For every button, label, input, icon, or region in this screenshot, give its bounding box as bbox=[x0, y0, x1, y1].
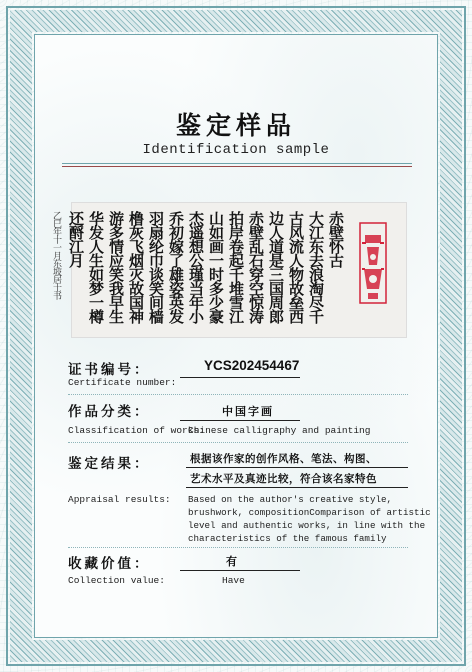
calligraphy-column: 乔初嫁了雄姿英发 bbox=[167, 211, 185, 323]
calligraphy-column: 拍岸卷起千堆雪江 bbox=[227, 211, 245, 323]
calligraphy-column: 华发人生如梦一樽 bbox=[87, 211, 105, 323]
appraisal-label: 鉴定结果： bbox=[68, 456, 151, 472]
appraisal-value-line2: 艺术水平及真迹比较，符合该名家特色 bbox=[190, 473, 377, 485]
calligraphy-column: 赤壁乱石穿空惊涛 bbox=[247, 211, 265, 323]
calligraphy-column: 橹灰飞烟灭故国神 bbox=[127, 211, 145, 323]
divider bbox=[68, 394, 408, 395]
calligraphy-column: 游多情应笑我早生 bbox=[107, 211, 125, 323]
calligraphy-signature: 乙巳年十一月东坡居士书 bbox=[51, 211, 61, 299]
certificate-number-label: 证书编号： bbox=[68, 362, 151, 378]
appraisal-value-en-line3: level and authentic works, in line with the bbox=[188, 520, 426, 531]
calligraphy-column: 山如画一时多少豪 bbox=[207, 211, 225, 323]
calligraphy-column: 还酹江月 bbox=[67, 211, 85, 267]
appraisal-underline bbox=[186, 467, 408, 468]
certificate-subtitle: Identification sample bbox=[142, 142, 330, 158]
appraisal-value-line1: 根据该作家的创作风格、笔法、构图、 bbox=[190, 453, 377, 465]
collection-value: 有 bbox=[226, 555, 237, 568]
certificate-title: 鉴定样品 bbox=[175, 111, 296, 140]
collection-label: 收藏价值： bbox=[68, 556, 151, 572]
certificate-number-label-en: Certificate number: bbox=[68, 377, 177, 388]
collection-value-en: Have bbox=[222, 575, 245, 586]
certificate-number-underline bbox=[180, 377, 300, 378]
title-divider bbox=[62, 163, 412, 164]
calligraphy-column: 羽扇纶巾谈笑间樯 bbox=[147, 211, 165, 323]
divider bbox=[68, 547, 408, 548]
collection-underline bbox=[180, 570, 300, 571]
appraisal-value-en-line4: characteristics of the famous family bbox=[188, 533, 387, 544]
divider bbox=[68, 442, 408, 443]
calligraphy-column: 边人道是三国周郎 bbox=[267, 211, 285, 323]
appraisal-underline bbox=[186, 487, 408, 488]
classification-value-en: Chinese calligraphy and painting bbox=[188, 425, 371, 436]
calligraphy-column: 赤壁怀古 bbox=[327, 211, 345, 267]
classification-label-en: Classification of works: bbox=[68, 425, 205, 436]
calligraphy-text bbox=[51, 211, 345, 329]
calligraphy-column: 古风流人物故垒西 bbox=[287, 211, 305, 323]
appraisal-label-en: Appraisal results: bbox=[68, 494, 171, 505]
classification-value: 中国字画 bbox=[222, 405, 274, 418]
seal-stamp-icon bbox=[356, 217, 390, 307]
appraisal-value-en-line1: Based on the author's creative style, bbox=[188, 494, 392, 505]
classification-label: 作品分类： bbox=[68, 404, 151, 420]
certificate-number-value: YCS202454467 bbox=[204, 358, 300, 373]
appraisal-value-en-line2: brushwork, compositionComparison of artistic bbox=[188, 507, 431, 518]
artwork-image bbox=[51, 203, 406, 337]
calligraphy-column: 杰遥想公瑾当年小 bbox=[187, 211, 205, 323]
calligraphy-column: 大江东去浪淘尽千 bbox=[307, 211, 325, 323]
title-divider-red bbox=[62, 166, 412, 167]
collection-label-en: Collection value: bbox=[68, 575, 165, 586]
classification-underline bbox=[180, 420, 300, 421]
